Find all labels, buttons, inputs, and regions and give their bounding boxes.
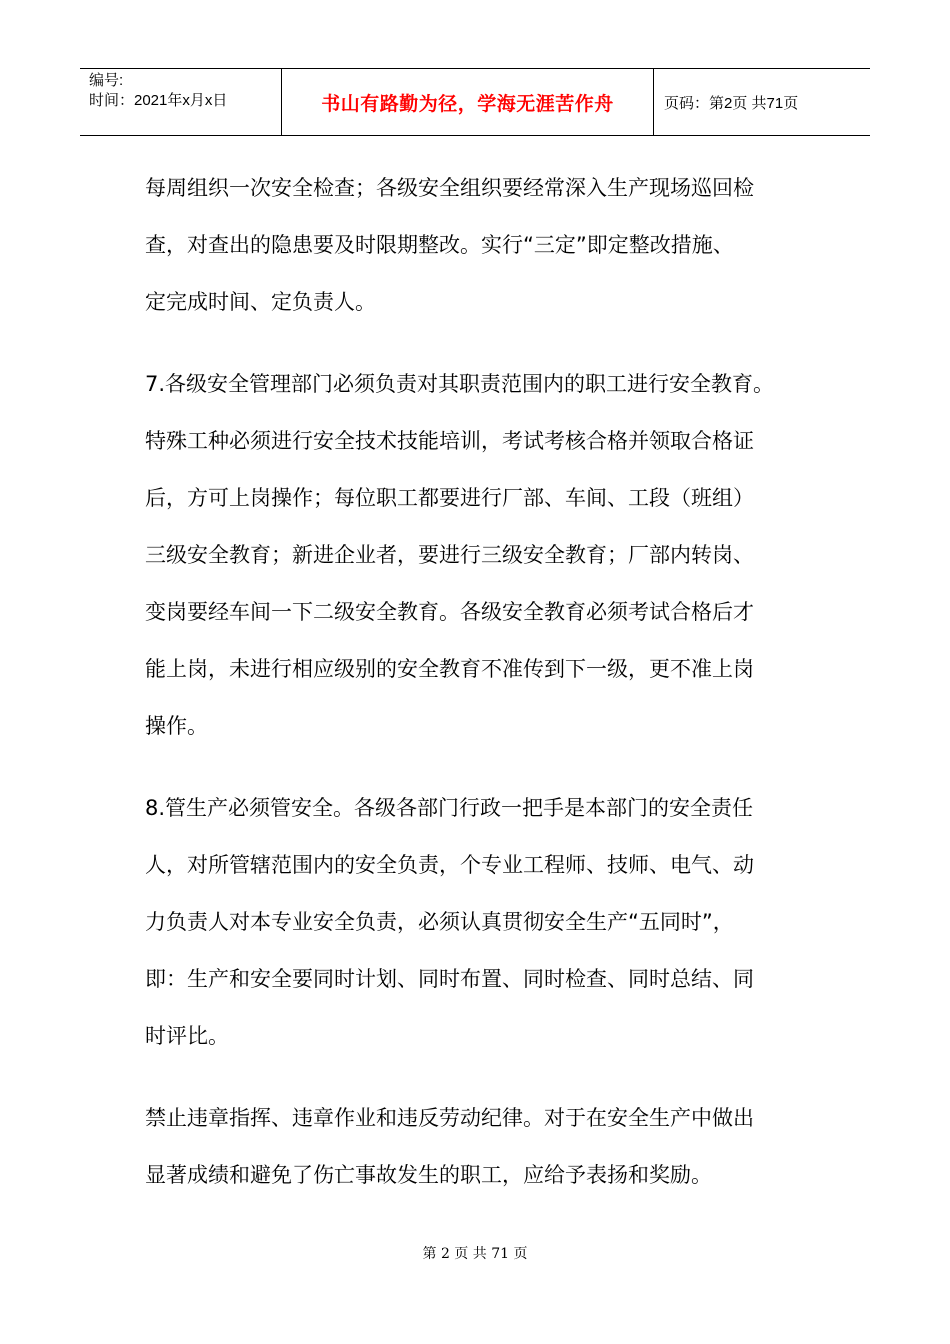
text-line: 定完成时间、定负责人。 xyxy=(145,290,376,314)
text-line: 禁止违章指挥、违章作业和违反劳动纪律。对于在安全生产中做出 xyxy=(145,1106,754,1130)
text-line: 人，对所管辖范围内的安全负责，个专业工程师、技师、电气、动 xyxy=(145,853,754,877)
paragraph xyxy=(145,780,815,1065)
text-line: 8.管生产必须管安全。各级各部门行政一把手是本部门的安全责任 xyxy=(145,796,754,820)
text-line: 显著成绩和避免了伤亡事故发生的职工，应给予表扬和奖励。 xyxy=(145,1163,712,1187)
paragraph xyxy=(145,356,815,755)
text-line: 7.各级安全管理部门必须负责对其职责范围内的职工进行安全教育。 xyxy=(145,372,775,396)
text-line: 能上岗，未进行相应级别的安全教育不准传到下一级，更不准上岗 xyxy=(145,657,754,681)
document-header xyxy=(80,68,870,136)
header-meta-cell xyxy=(80,69,282,135)
paragraph xyxy=(145,160,815,331)
number-label: 编号: xyxy=(89,72,124,89)
motto-text: 书山有路勤为径，学海无涯苦作舟 xyxy=(321,92,614,115)
text-line: 后，方可上岗操作；每位职工都要进行厂部、车间、工段（班组） xyxy=(145,486,754,510)
text-line: 变岗要经车间一下二级安全教育。各级安全教育必须考试合格后才 xyxy=(145,600,754,624)
text-line: 查，对查出的隐患要及时限期整改。实行“三定”即定整改措施、 xyxy=(145,233,734,257)
time-label: 时间：2021年x月x日 xyxy=(89,92,228,109)
text-line: 每周组织一次安全检查；各级安全组织要经常深入生产现场巡回检 xyxy=(145,176,754,200)
header-motto-cell xyxy=(282,69,654,135)
paragraph xyxy=(145,1090,815,1204)
footer-page-number: 第 2 页 共 71 页 xyxy=(422,1246,528,1262)
text-line: 即：生产和安全要同时计划、同时布置、同时检查、同时总结、同 xyxy=(145,967,754,991)
page-label: 页码：第2页 共71页 xyxy=(664,94,799,112)
text-line: 三级安全教育；新进企业者，要进行三级安全教育；厂部内转岗、 xyxy=(145,543,754,567)
text-line: 操作。 xyxy=(145,714,208,738)
header-page-cell xyxy=(654,69,870,135)
document-body xyxy=(145,160,815,1229)
text-line: 力负责人对本专业安全负责，必须认真贯彻安全生产“五同时”， xyxy=(145,910,734,934)
text-line: 时评比。 xyxy=(145,1024,229,1048)
page-footer xyxy=(0,1243,950,1263)
text-line: 特殊工种必须进行安全技术技能培训，考试考核合格并领取合格证 xyxy=(145,429,754,453)
